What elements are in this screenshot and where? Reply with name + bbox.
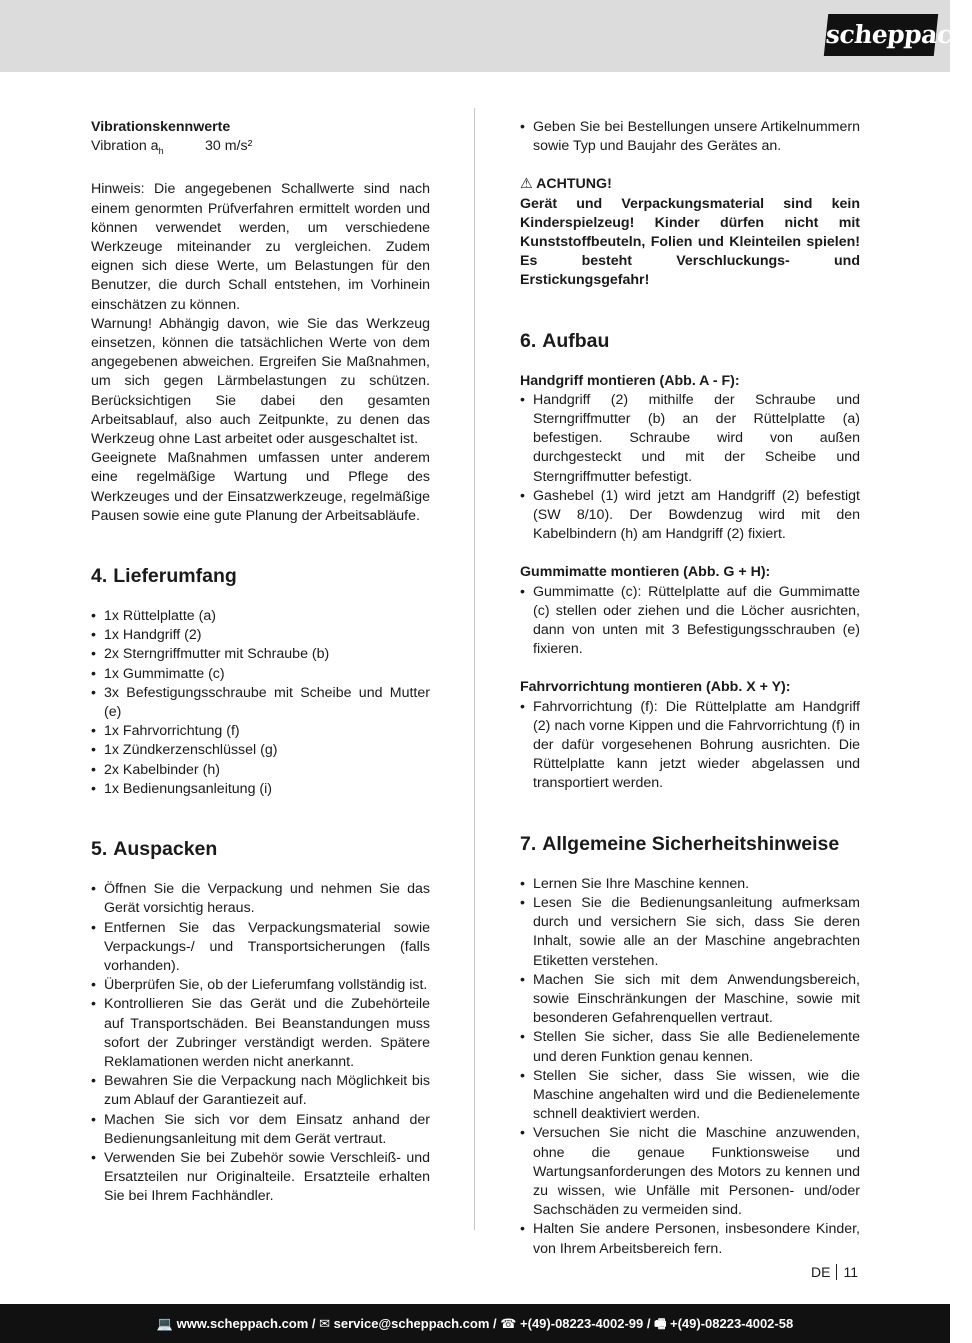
vibration-row	[91, 137, 430, 161]
list-item: • Stellen Sie sicher, dass Sie wissen, wie die Maschine angehalten wird und die Bedienelemente schnell deaktiviert werden.	[520, 1067, 860, 1125]
handgriff-subheading: Handgriff montieren (Abb. A - F):	[520, 372, 740, 389]
contact-line: 💻 www.scheppach.com / ✉ service@scheppach.com / ☎ +(49)-08223-4002-99 / 🖷 +(49)-08223-4002-58	[156, 1316, 794, 1331]
warnung-paragraph: Warnung! Abhängig davon, wie Sie das Werkzeug einsetzen, können die tatsächlichen Werte von dem angegebenen abweichen. Ergreifen Sie Maßnahmen, um sich gegen Lärmbelastungen zu schützen. Berücksichtigen Sie dabei den gesamten Arbeitsablauf, also auch Zeitpunkte, zu denen das Werkzeug ohne Last arbeitet oder ausgeschaltet ist.	[91, 315, 430, 448]
list-item: • 2x Kabelbinder (h)	[91, 761, 430, 780]
list-item: • Stellen Sie sicher, dass Sie alle Bedienelemente und deren Funktion genau kennen.	[520, 1028, 860, 1066]
page-number	[811, 1264, 858, 1280]
list-item: • 1x Bedienungsanleitung (i)	[91, 780, 430, 799]
list-item: • 2x Sterngriffmutter mit Schraube (b)	[91, 645, 430, 664]
achtung-heading: ⚠ ACHTUNG!	[520, 176, 612, 193]
fahrvorrichtung-list	[520, 698, 860, 794]
list-item: • Lesen Sie die Bedienungsanleitung aufmerksam durch und versichern Sie sich, dass Sie deren Inhalt, sowie alle an der Maschine angebrachten Etiketten verstehen.	[520, 894, 860, 971]
list-item: • Überprüfen Sie, ob der Lieferumfang vollständig ist.	[91, 976, 430, 995]
achtung-text: Gerät und Verpackungsmaterial sind kein Kinderspielzeug! Kinder dürfen nicht mit Kunststoffbeuteln, Folien und Kleinteilen spielen! Es besteht Verschluckungs- und Erstickungsgefahr!	[520, 195, 860, 289]
list-item: • 1x Handgriff (2)	[91, 626, 430, 645]
header-band	[0, 0, 972, 72]
list-item: • Gummimatte (c): Rüttelplatte auf die Gummimatte (c) stellen oder ziehen und die Löcher ausrichten, dann von unten mit 3 Befestigungsschrauben (e) fixieren.	[520, 583, 860, 660]
hinweis-paragraph: Hinweis: Die angegebenen Schallwerte sind nach einem genormten Prüfverfahren ermittelt worden und können verwendet werden, um verschiedene Werkzeuge miteinander zu vergleichen. Zudem eignen sich diese Werte, um Belastungen für den Benutzer, die durch Schall entstehen, im Vorhinein einschätzen zu können.	[91, 181, 430, 313]
handgriff-list	[520, 391, 860, 545]
list-item: • 1x Rüttelplatte (a)	[91, 607, 430, 626]
vibration-label: Vibration $a_h$	[91, 138, 164, 157]
list-item: • Öffnen Sie die Verpackung und nehmen Sie das Gerät vorsichtig heraus.	[91, 880, 430, 918]
section-6-heading: 6. Aufbau	[520, 329, 610, 352]
gummimatte-list	[520, 583, 860, 660]
sicherheit-list	[520, 875, 860, 1259]
vibration-value: 30 m/s²	[205, 138, 253, 155]
bestellung-list	[520, 118, 860, 156]
list-item: • 1x Gummimatte (c)	[91, 665, 430, 684]
list-item: • Lernen Sie Ihre Maschine kennen.	[520, 875, 860, 894]
list-item: • Fahrvorrichtung (f): Die Rüttelplatte am Handgriff (2) nach vorne Kippen und die Fahrvorrichtung (f) in der dafür vorgesehenen Bohrung ausrichten. Die Rüttelplatte kann jetzt wieder abgelassen und transportiert werden.	[520, 698, 860, 794]
language-code: DE	[811, 1264, 831, 1280]
list-item: • Kontrollieren Sie das Gerät und die Zubehörteile auf Transportschäden. Bei Beanstandungen muss sofort der Zubringer verständigt werden. Spätere Reklamationen werden nicht anerkannt.	[91, 995, 430, 1072]
list-item: • 1x Zündkerzenschlüssel (g)	[91, 741, 430, 760]
list-item: • Halten Sie andere Personen, insbesondere Kinder, von Ihrem Arbeitsbereich fern.	[520, 1220, 860, 1258]
list-item: • Bewahren Sie die Verpackung nach Möglichkeit bis zum Ablauf der Garantiezeit auf.	[91, 1072, 430, 1110]
list-item: • Versuchen Sie nicht die Maschine anzuwenden, ohne die genaue Funktionsweise und Wartungsanforderungen des Motors zu kennen und zu wissen, wie Unfälle mit Personen- und/oder Sachschäden zu vermeiden sind.	[520, 1124, 860, 1220]
list-item: • Machen Sie sich mit dem Anwendungsbereich, sowie Einschränkungen der Maschine, sowie mit besonderen Gefahrenquellen vertraut.	[520, 971, 860, 1029]
massnahmen-paragraph: Geeignete Maßnahmen umfassen unter anderem eine regelmäßige Wartung und Pflege des Werkzeuges und der Einsatzwerkzeuge, regelmäßige Pausen sowie eine gute Planung der Arbeitsabläufe.	[91, 450, 430, 524]
section-5-heading: 5. Auspacken	[91, 838, 218, 861]
list-item: • Verwenden Sie bei Zubehör sowie Verschleiß- und Ersatzteilen nur Originalteile. Ersatzteile erhalten Sie bei Ihrem Fachhändler.	[91, 1149, 430, 1207]
list-item: • 1x Fahrvorrichtung (f)	[91, 722, 430, 741]
footer-contact-bar	[0, 1304, 950, 1343]
lieferumfang-list	[91, 607, 430, 799]
list-item: • Gashebel (1) wird jetzt am Handgriff (2) befestigt (SW 8/10). Der Bowdenzug wird mit den Kabelbindern (h) am Handgriff (2) fixiert.	[520, 487, 860, 545]
section-7-heading: 7. Allgemeine Sicherheitshinweise	[520, 832, 840, 855]
fahrvorrichtung-subheading: Fahrvorrichtung montieren (Abb. X + Y):	[520, 679, 791, 696]
vibration-title: Vibrationskennwerte	[91, 119, 231, 135]
left-column	[91, 118, 430, 1207]
scheppach-logo: scheppach	[824, 14, 938, 56]
gummimatte-subheading: Gummimatte montieren (Abb. G + H):	[520, 564, 771, 581]
list-item: • 3x Befestigungsschraube mit Scheibe und Mutter (e)	[91, 684, 430, 722]
list-item: • Machen Sie sich vor dem Einsatz anhand der Bedienungsanleitung mit dem Gerät vertraut.	[91, 1111, 430, 1149]
section-4-heading: 4. Lieferumfang	[91, 565, 237, 588]
list-item: • Geben Sie bei Bestellungen unsere Artikelnummern sowie Typ und Baujahr des Gerätes an.	[520, 118, 860, 156]
auspacken-list	[91, 880, 430, 1206]
list-item: • Entfernen Sie das Verpackungsmaterial sowie Verpackungs-/ und Transportsicherungen (falls vorhanden).	[91, 919, 430, 977]
list-item: • Handgriff (2) mithilfe der Schraube und Sterngriffmutter (b) an der Rüttelplatte (a) befestigen. Schraube wird von außen durchgesteckt und mit der Scheibe und Sterngriffmutter befestigt.	[520, 391, 860, 487]
right-column	[520, 118, 860, 1259]
vibration-subscript: h	[158, 146, 164, 157]
column-divider	[474, 108, 475, 1230]
page-number-value: 11	[843, 1264, 858, 1280]
